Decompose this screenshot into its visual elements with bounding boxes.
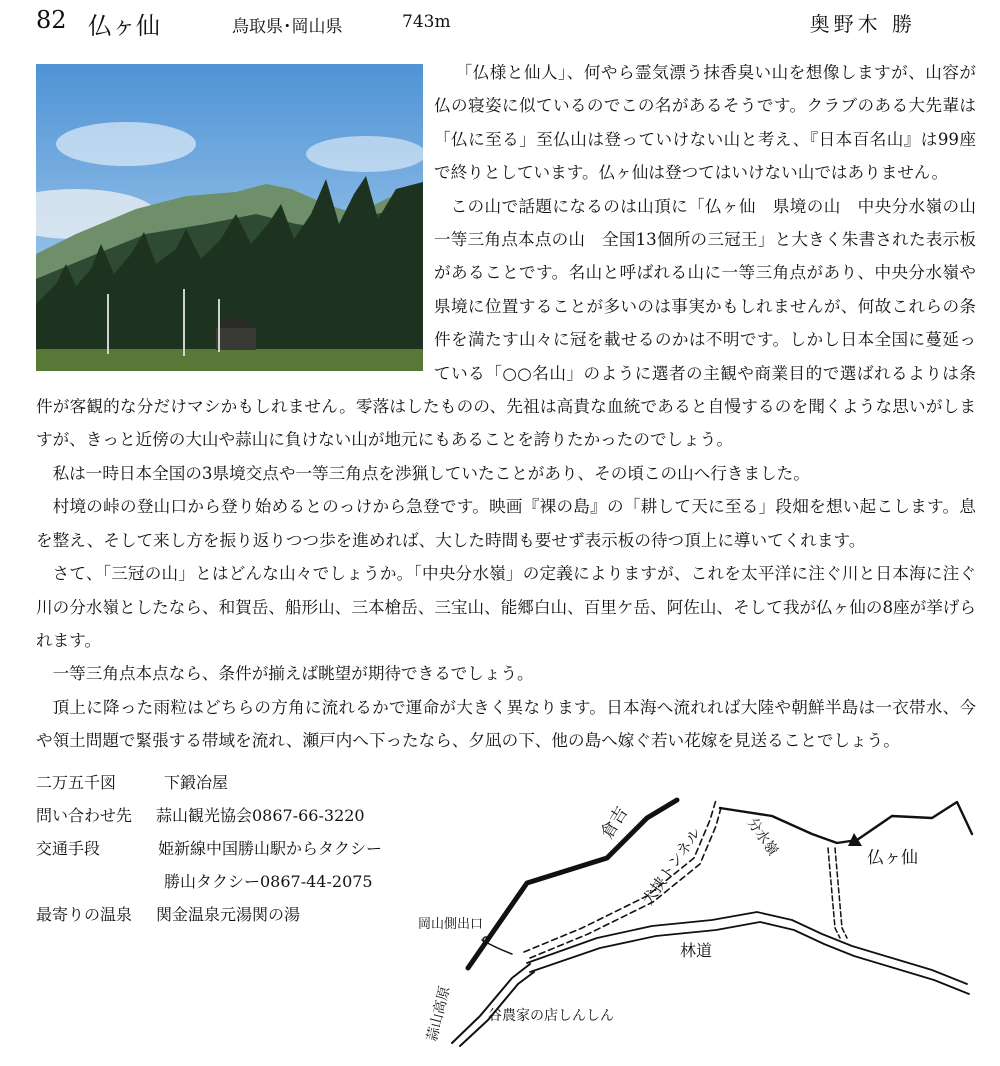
route-map xyxy=(412,788,980,1052)
contact-value: 蒜山観光協会0867-66-3220 xyxy=(156,806,365,825)
paragraph: 頂上に降った雨粒はどちらの方角に流れるかで運命が大きく異なります。日本海へ流れれば大陸や朝鮮半島は一衣帯水、今や領土問題で緊張する帯域を流れ、瀬戸内へ下ったなら、夕凪の下、他の島へ嫁ぐ若い花嫁を見送ることでしょう。 xyxy=(36,697,976,751)
rindo-label: 林道 xyxy=(680,941,713,960)
mountain-name: 仏ヶ仙 xyxy=(88,12,160,40)
transport-value: 姫新線中国勝山駅からタクシー xyxy=(158,839,383,858)
author-name: 奥野木 勝 xyxy=(809,12,916,36)
shop-label: 谷農家の店しんしん xyxy=(488,1008,614,1024)
summit-label: 仏ヶ仙 xyxy=(867,848,918,868)
map-sheet-label: 二万五千図 xyxy=(36,773,117,792)
paragraph: 一等三角点本点なら、条件が揃えば眺望が期待できるでしょう。 xyxy=(52,664,534,684)
forest-road-2 xyxy=(530,922,969,994)
onsen-value: 関金温泉元湯関の湯 xyxy=(156,905,301,924)
kurayoshi-label: 倉吉 xyxy=(597,803,633,843)
contact-label: 問い合わせ先 xyxy=(36,806,133,825)
paragraph: この山で話題になるのは山頂に「仏ヶ仙 県境の山 中央分水嶺の山 一等三角点本点の山 全国13個所の三冠王」と大きく朱書された表示板があることです。名山と呼ばれる山に一等三角点があり、中央分水嶺や県境に位置することが多いのは事実かもしれませんが、何故これらの条件を満たす山々に冠を載せるのかは不明です。しかし日本全国に蔓延っている「○○名山」のように選者の主観や商業目的で選ばれるよりは条件が客観的な分だけマシかもしれません。零落はしたものの、先祖は高貴な血統であると自慢するのを聞くような思いがしますが、きっと近傍の大山や蒜山に負けない山が地元にもあることを誇りたかったのでしょう。 xyxy=(36,196,993,450)
page-header xyxy=(36,6,966,42)
main-road xyxy=(468,800,677,968)
side-road xyxy=(452,964,530,1043)
elevation: 743m xyxy=(402,12,451,32)
paragraph: 「仏様と仙人」、何やら霊気漂う抹香臭い山を想像しますが、山容が仏の寝姿に似ているのでこの名があるそうです。クラブのある大先輩は「仏に至る」至仏山は登っていけない山と考え、『日本百名山』は99座で終りとしています。仏ヶ仙は登つてはいけない山ではありません。 xyxy=(434,63,976,183)
paragraph: 私は一時日本全国の3県境交点や一等三角点を渉猟していたことがあり、その頃この山へ行きました。 xyxy=(52,463,810,483)
paragraph: 村境の峠の登山口から登り始めるとのっけから急登です。映画『裸の島』の「耕して天に至る」段畑を想い起こします。息を整え、そして来し方を振り返りつつ歩を進めれば、大した時間も要せず表示板の待つ頂上に導いてくれます。 xyxy=(36,497,976,550)
trail-2 xyxy=(835,848,847,938)
article-body xyxy=(36,56,993,758)
road-label: 蒜山高原 xyxy=(424,984,454,1043)
divide-label: 分水嶺 xyxy=(743,815,781,859)
tunnel-label: 犬挟トンネル xyxy=(638,824,705,909)
onsen-label: 最寄りの温泉 xyxy=(36,905,133,924)
mountain-number: 82 xyxy=(36,6,67,34)
prefectures: 鳥取県･岡山県 xyxy=(232,17,343,37)
map-sheet-value: 下鍛冶屋 xyxy=(164,773,229,792)
exit-arrow xyxy=(482,940,512,954)
taxi-value: 勝山タクシー0867-44-2075 xyxy=(164,872,373,891)
exit-label: 岡山側出口 xyxy=(418,917,484,932)
transport-label: 交通手段 xyxy=(36,839,101,858)
paragraph: さて、「三冠の山」とはどんな山々でしょうか。「中央分水嶺」の定義によりますが、これを太平洋に注ぐ川と日本海に注ぐ川の分水嶺としたなら、和賀岳、船形山、三本槍岳、三宝山、能郷白山、百里ケ岳、阿佐山、そして我が仏ヶ仙の8座が挙げられます。 xyxy=(36,564,976,650)
summit-marker xyxy=(848,833,862,846)
